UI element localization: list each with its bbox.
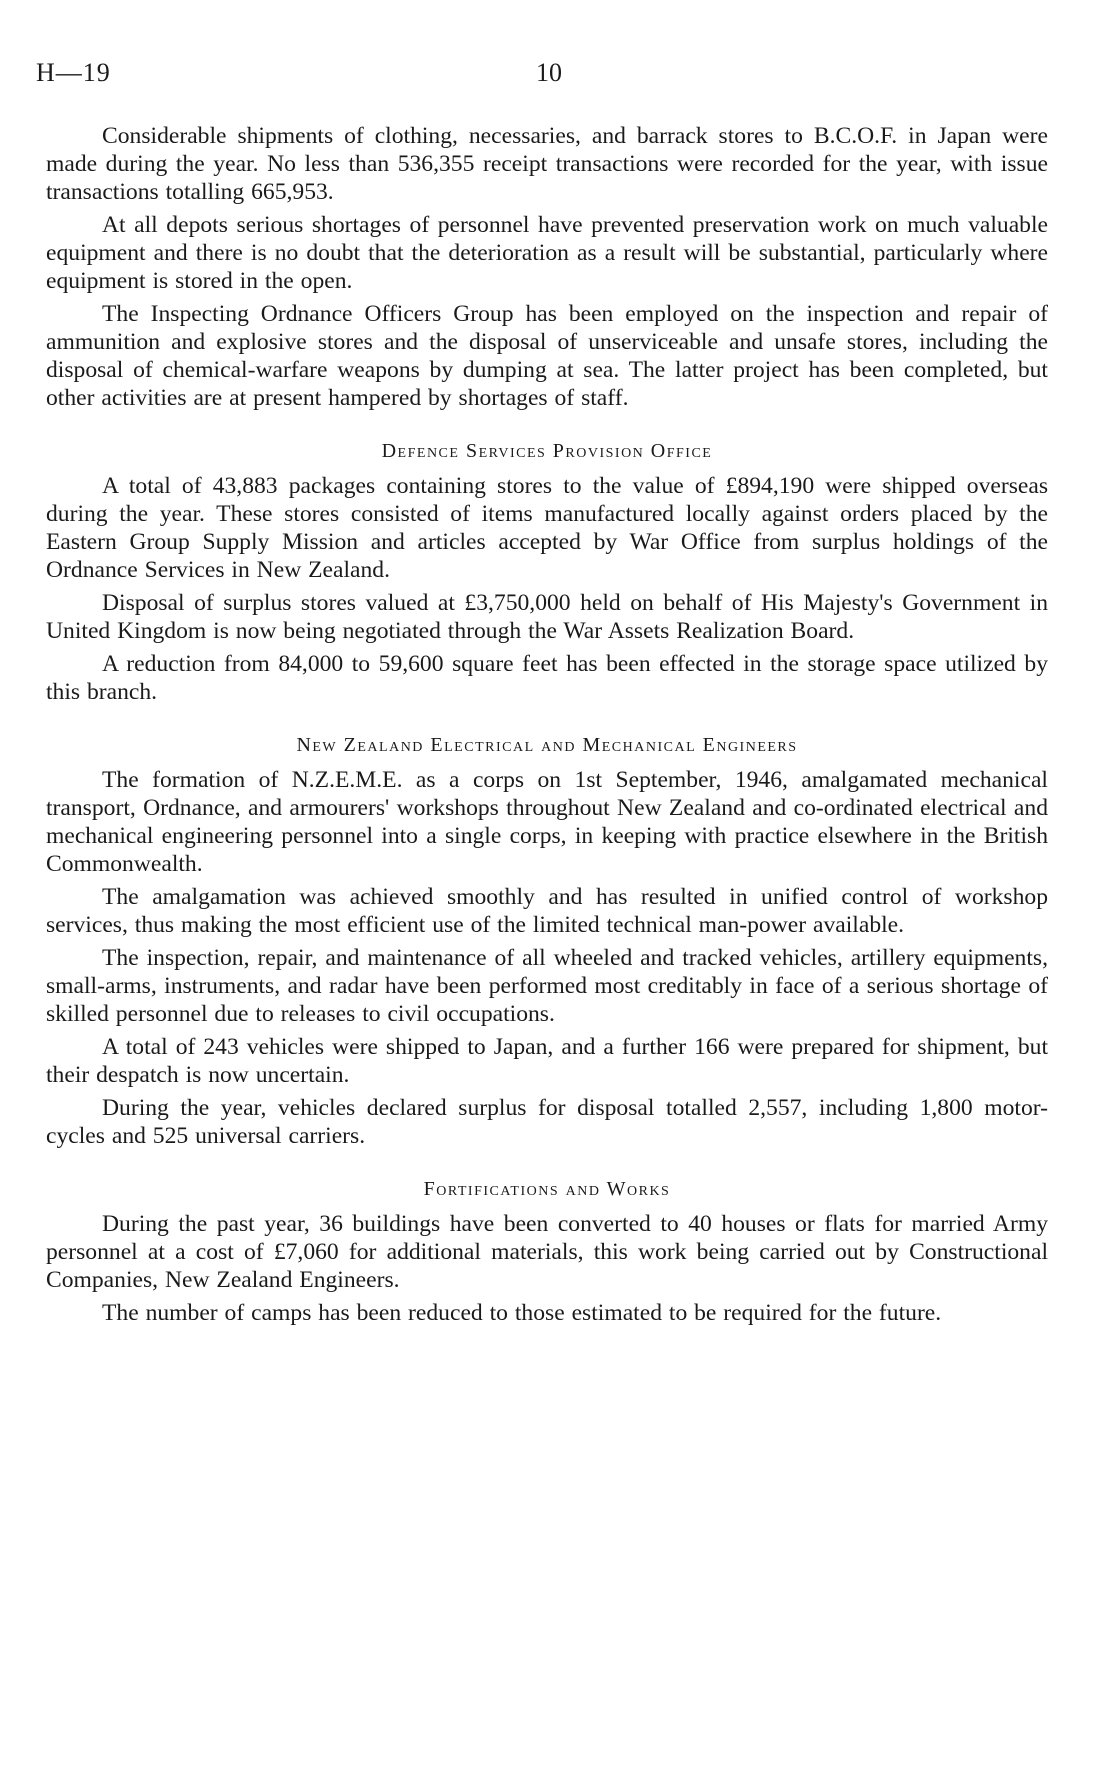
paragraph: A reduction from 84,000 to 59,600 square feet has been effected in the storage space utilized by this branch. [46, 651, 1048, 705]
paragraph: A total of 43,883 packages containing stores to the value of £894,190 were shipped overseas during the year. These stores consisted of items manufactured locally against orders placed by the Eastern Group Supply Mission and articles accepted by War Office from surplus holdings of the Ordnance Services in New Zealand. [46, 473, 1048, 583]
page-header [36, 58, 1054, 98]
paragraph: The Inspecting Ordnance Officers Group has been employed on the inspection and repair of ammunition and explosive stores and the disposal of unserviceable and unsafe stores, including the disposal of chemical-warfare weapons by dumping at sea. The latter project has been completed, but other activities are at present hampered by shortages of staff. [46, 301, 1048, 411]
paragraph: The formation of N.Z.E.M.E. as a corps on 1st September, 1946, amalgamated mechanical transport, Ordnance, and armourers' workshops throughout New Zealand and co-ordinated electrical and mechanical engineering personnel into a single corps, in keeping with practice elsewhere in the British Commonwealth. [46, 767, 1048, 877]
paragraph: The number of camps has been reduced to those estimated to be required for the future. [102, 1300, 942, 1326]
section-heading: Defence Services Provision Office [381, 440, 713, 462]
paragraph: During the past year, 36 buildings have been converted to 40 houses or flats for married Army personnel at a cost of £7,060 for additional materials, this work being carried out by Constructional Companies, New Zealand Engineers. [46, 1211, 1048, 1293]
document-body [46, 122, 1048, 1332]
paragraph: Considerable shipments of clothing, necessaries, and barrack stores to B.C.O.F. in Japan were made during the year. No less than 536,355 receipt transactions were recorded for the year, with issue transactions totalling 665,953. [46, 123, 1048, 205]
paragraph: Disposal of surplus stores valued at £3,750,000 held on behalf of His Majesty's Government in United Kingdom is now being negotiated through the War Assets Realization Board. [46, 590, 1048, 644]
paragraph: During the year, vehicles declared surplus for disposal totalled 2,557, including 1,800 motor-cycles and 525 universal carriers. [46, 1095, 1048, 1149]
document-reference: H—19 [36, 58, 111, 87]
paragraph: At all depots serious shortages of personnel have prevented preservation work on much valuable equipment and there is no doubt that the deterioration as a result will be substantial, particularly where equipment is stored in the open. [46, 212, 1048, 294]
section-heading: New Zealand Electrical and Mechanical Engineers [296, 734, 798, 756]
page-number: 10 [536, 58, 562, 87]
paragraph: A total of 243 vehicles were shipped to Japan, and a further 166 were prepared for shipment, but their despatch is now uncertain. [46, 1034, 1048, 1088]
paragraph: The inspection, repair, and maintenance of all wheeled and tracked vehicles, artillery equipments, small-arms, instruments, and radar have been performed most creditably in face of a serious shortage of skilled personnel due to releases to civil occupations. [46, 945, 1048, 1027]
paragraph: The amalgamation was achieved smoothly and has resulted in unified control of workshop services, thus making the most efficient use of the limited technical man-power available. [46, 884, 1048, 938]
section-heading: Fortifications and Works [423, 1178, 671, 1200]
